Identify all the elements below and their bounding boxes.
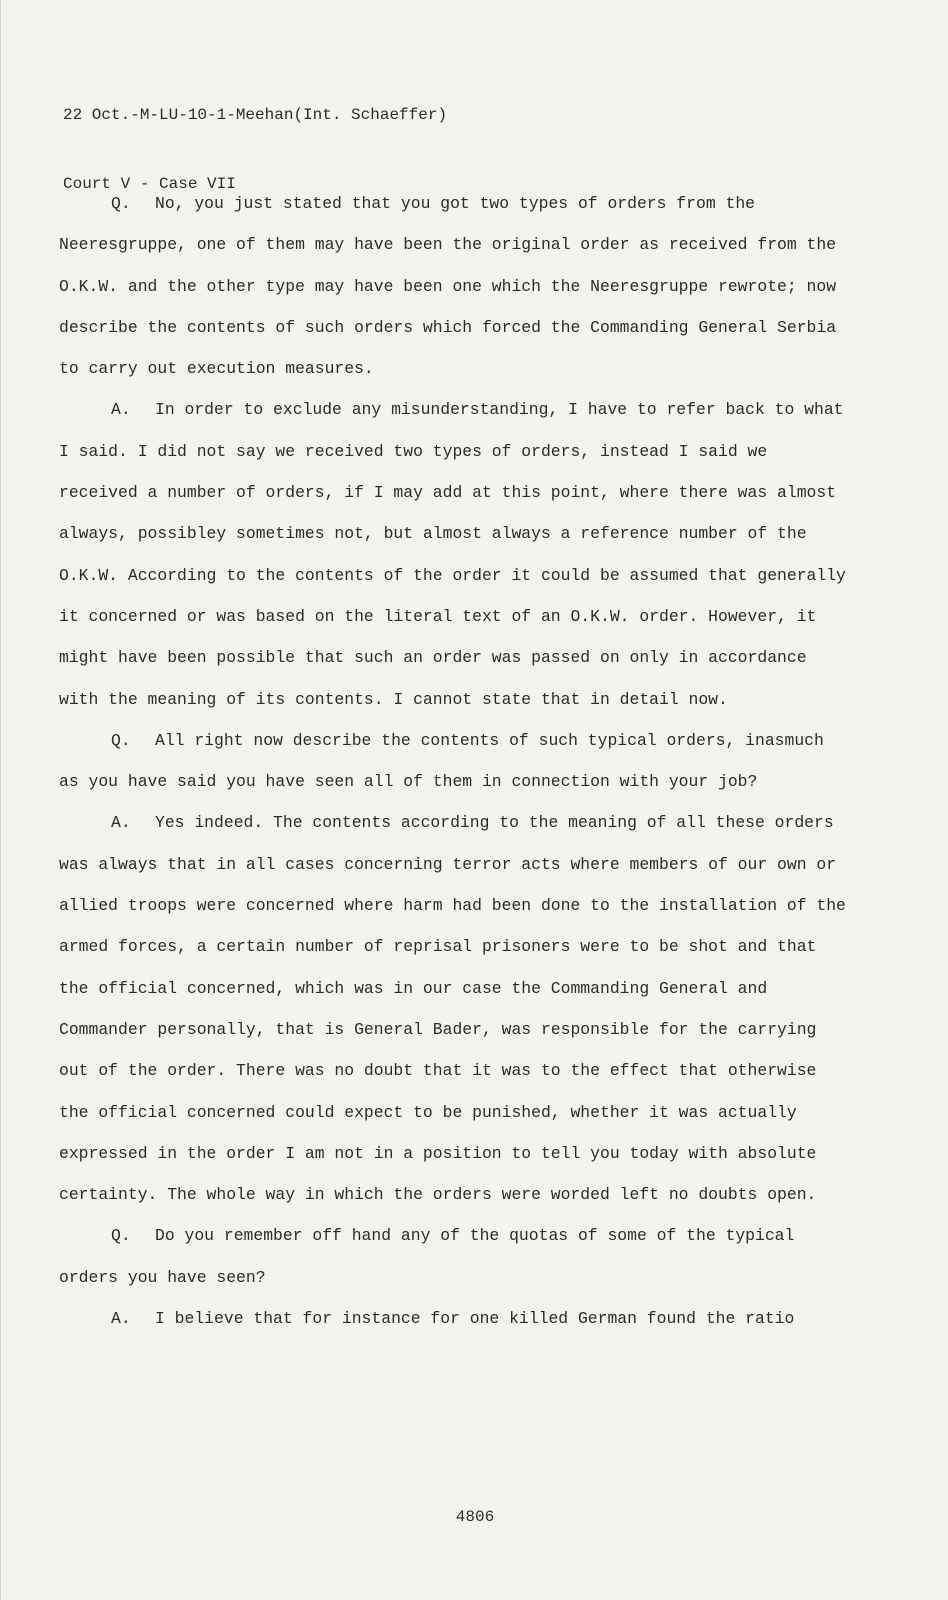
page-number: 4806 xyxy=(455,1508,495,1526)
transcript-paragraph xyxy=(59,720,849,803)
speaker-label: A. xyxy=(111,1309,131,1329)
transcript-paragraph xyxy=(59,183,849,389)
paragraph-text: All right now describe the contents of such typical orders, inasmuch as you have said you have seen all of them in connection with your job? xyxy=(59,730,824,792)
transcript-body xyxy=(59,183,849,1339)
paragraph-text: In order to exclude any misunderstanding, I have to refer back to what I said. I did not say we received two types of orders, instead I said we received a number of orders, if I may add at this point, where there was almost always, possibley sometimes not, but almost always a reference number of the O.K.W. According to the contents of the order it could be assumed that generally it concerned or was based on the literal text of an O.K.W. order. However, it might have been possible that such an order was passed on only in accordance with the meaning of its contents. I cannot state that in detail now. xyxy=(59,400,846,709)
paragraph-text: I believe that for instance for one killed German found the ratio xyxy=(155,1309,795,1329)
transcript-paragraph xyxy=(59,389,849,719)
transcript-paragraph xyxy=(59,1298,849,1339)
paragraph-text: Yes indeed. The contents according to the meaning of all these orders was always that in all cases concerning terror acts where members of our own or allied troops were concerned where harm had been done to the installation of the armed forces, a certain number of reprisal prisoners were to be shot and that the official concerned, which was in our case the Commanding General and Commander personally, that is General Bader, was responsible for the carrying out of the order. There was no doubt that it was to the effect that otherwise the official concerned could expect to be punished, whether it was actually expressed in the order I am not in a position to tell you today with absolute certainty. The whole way in which the orders were worded left no doubts open. xyxy=(59,813,846,1205)
paragraph-text: No, you just stated that you got two types of orders from the Neeresgruppe, one of them may have been the original order as received from the O.K.W. and the other type may have been one which the Neeresgruppe rewrote; now describe the contents of such orders which forced the Commanding General Serbia to carry out execution measures. xyxy=(59,194,837,379)
transcript-paragraph xyxy=(59,802,849,1215)
transcript-paragraph xyxy=(59,1215,849,1298)
speaker-label: Q. xyxy=(111,194,131,213)
header-court-line: Court V - Case VII xyxy=(63,175,236,193)
speaker-label: A. xyxy=(111,813,131,833)
speaker-label: Q. xyxy=(111,1226,131,1246)
speaker-label: A. xyxy=(111,400,131,420)
header-reference-line: 22 Oct.-M-LU-10-1-Meehan(Int. Schaeffer) xyxy=(63,106,448,124)
paragraph-text: Do you remember off hand any of the quotas of some of the typical orders you have seen? xyxy=(59,1226,795,1287)
speaker-label: Q. xyxy=(111,730,131,750)
